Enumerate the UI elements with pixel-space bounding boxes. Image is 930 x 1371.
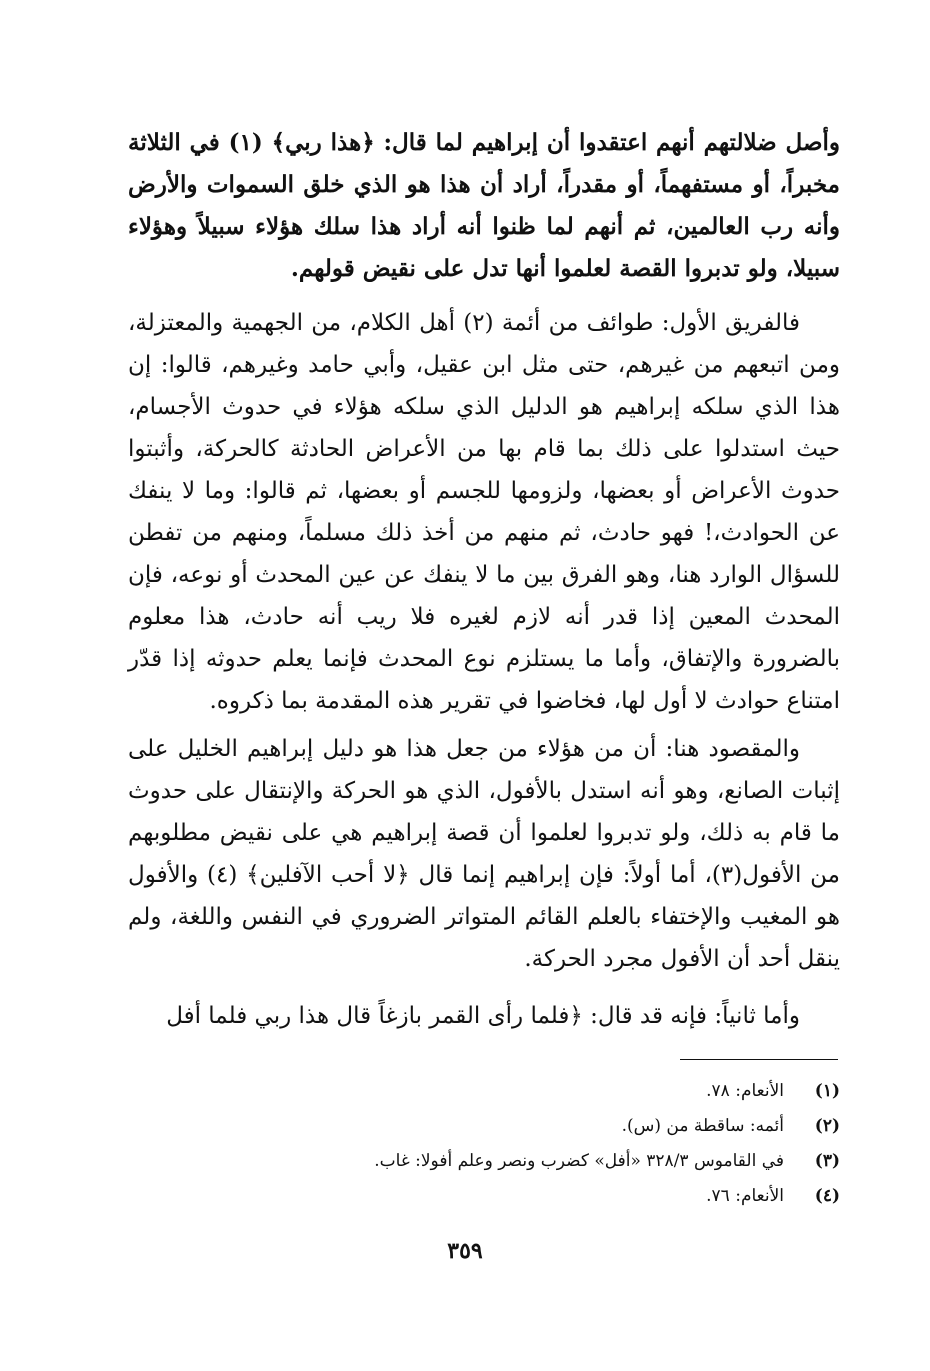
footnote-4 xyxy=(200,1179,840,1214)
paragraph-4-text: وأما ثانياً: فإنه قد قال: ﴿فلما رأى القمر بازغاً قال هذا ربي فلما أفل xyxy=(166,1003,800,1029)
footnote-3 xyxy=(200,1144,840,1179)
page-number: ٣٥٩ xyxy=(447,1238,483,1264)
paragraph-3-text: والمقصود هنا: أن من هؤلاء من جعل هذا هو دليل إبراهيم الخليل على إثبات الصانع، وهو أنه استدل بالأفول، الذي هو الحركة والإنتقال على حدوث ما قام به ذلك، ولو تدبروا لعلموا أن قصة إبراهيم هي على نقيض مطلوبهم من الأفول(٣)، أما أولاً: فإن إبراهيم إنما قال ﴿لا أحب الآفلين﴾ (٤) والأفول هو المغيب والإختفاء بالعلم القائم المتواتر الضروري في النفس واللغة، ولم ينقل أحد أن الأفول مجرد الحركة. xyxy=(128,736,840,972)
footnotes xyxy=(200,1074,840,1214)
footnote-text: في القاموس ٣٢٨/٣ «أفل» كضرب ونصر وعلم أفولا: غاب. xyxy=(374,1151,784,1171)
footnote-number: (٢) xyxy=(814,1116,840,1136)
footnote-text: الأنعام: ٧٨. xyxy=(706,1081,784,1101)
paragraph-4 xyxy=(128,995,840,1037)
paragraph-1-text: وأصل ضلالتهم أنهم اعتقدوا أن إبراهيم لما قال: ﴿هذا ربي﴾ (١) في الثلاثة مخبراً، أو مستفهماً، أو مقدراً، أراد أن هذا هو الذي خلق السموات والأرض وأنه رب العالمين، ثم أنهم لما ظنوا أنه أراد هذا سلك هؤلاء سبيلاً وهؤلاء سبيلا، ولو تدبروا القصة لعلموا أنها تدل على نقيض قولهم. xyxy=(128,129,840,282)
footnote-1 xyxy=(200,1074,840,1109)
footnote-2 xyxy=(200,1109,840,1144)
paragraph-1 xyxy=(128,122,840,290)
footnote-divider xyxy=(680,1059,838,1060)
paragraph-2 xyxy=(128,302,840,722)
footnote-number: (٣) xyxy=(814,1151,840,1171)
footnote-text: أئمه: ساقطة من (س). xyxy=(621,1116,784,1136)
footnote-number: (١) xyxy=(814,1081,840,1101)
paragraph-2-text: فالفريق الأول: طوائف من أئمة (٢) أهل الكلام، من الجهمية والمعتزلة، ومن اتبعهم من غيرهم، حتى مثل ابن عقيل، وأبي حامد وغيرهم، قالوا: إن هذا الذي سلكه إبراهيم هو الدليل الذي سلكه هؤلاء في حدوث الأجسام، حيث استدلوا على ذلك بما قام بها من الأعراض الحادثة كالحركة، وأثبتوا حدوث الأعراض أو بعضها، ولزومها للجسم أو بعضها، ثم قالوا: وما لا ينفك عن الحوادث،! فهو حادث، ثم منهم من أخذ ذلك مسلماً، ومنهم من تفطن للسؤال الوارد هنا، وهو الفرق بين ما لا ينفك عن عين المحدث أو نوعه، فإن المحدث المعين إذا قدر أنه لازم لغيره فلا ريب أنه حادث، هذا معلوم بالضرورة والإتفاق، وأما ما يستلزم نوع المحدث فإنما يعلم حدوثه إذا قدّر امتناع حوادث لا أول لها، فخاضوا في تقرير هذه المقدمة بما ذكروه. xyxy=(128,310,840,714)
paragraph-3 xyxy=(128,728,840,980)
footnote-text: الأنعام: ٧٦. xyxy=(706,1186,784,1206)
footnote-number: (٤) xyxy=(814,1186,840,1206)
